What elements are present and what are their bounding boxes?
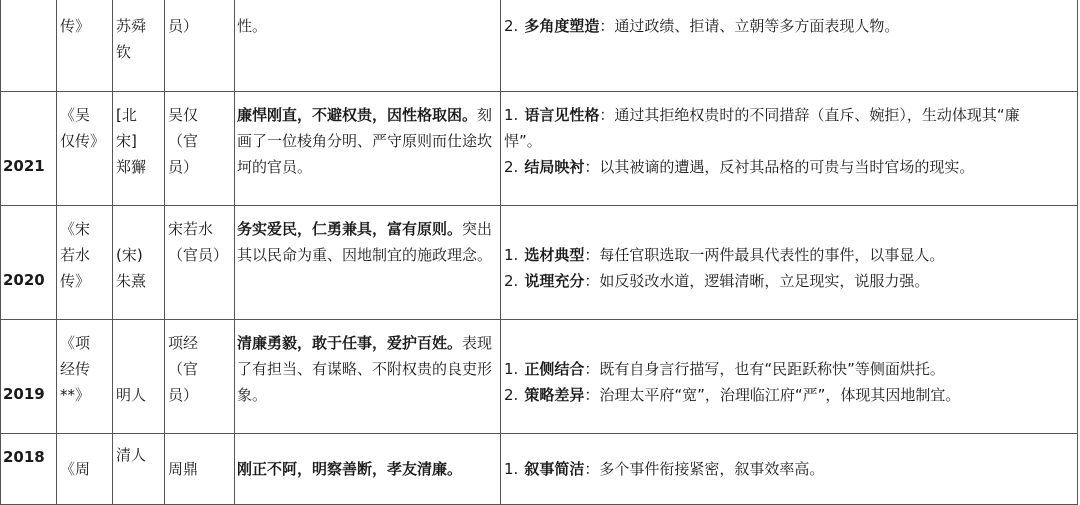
author-cell bbox=[113, 434, 165, 505]
art-cell bbox=[501, 206, 1078, 320]
theme-summary: 刚正不阿，明察善断，孝友清廉。 bbox=[237, 460, 463, 478]
subject-role: 员） bbox=[168, 17, 199, 35]
item-text: ：治理太平府“宽”，治理临江府“严”，体现其因地制宜。 bbox=[584, 386, 961, 404]
role-cell bbox=[165, 434, 235, 505]
list-item bbox=[501, 382, 1077, 408]
work-title: 《周 bbox=[60, 460, 91, 478]
theme-description bbox=[235, 206, 500, 268]
work-title: 《吴仅传》 bbox=[60, 106, 106, 150]
item-number: 1. bbox=[504, 246, 519, 264]
year-cell bbox=[1, 434, 57, 505]
list-item bbox=[501, 242, 1077, 268]
item-number: 2. bbox=[504, 158, 519, 176]
theme-summary: 清廉勇毅，敢于任事，爱护百姓。 bbox=[237, 334, 463, 352]
item-number: 1. bbox=[504, 460, 519, 478]
item-heading: 正侧结合 bbox=[524, 360, 585, 378]
work-title: 《项经传**》 bbox=[60, 334, 91, 404]
theme-text: 突出其以民命为重、因地制宜的施政理念。 bbox=[237, 220, 493, 264]
year-cell bbox=[1, 320, 57, 434]
author-name: 苏舜钦 bbox=[116, 17, 147, 61]
subject-role: 宋若水（官员） bbox=[168, 220, 229, 264]
subject-role: 项经（官员） bbox=[168, 334, 199, 404]
item-heading: 选材典型 bbox=[524, 246, 585, 264]
theme-description bbox=[235, 92, 500, 180]
work-title: 《宋若水传》 bbox=[60, 220, 91, 290]
table-row bbox=[1, 320, 1078, 434]
role-cell bbox=[165, 320, 235, 434]
year-cell bbox=[1, 92, 57, 206]
role-cell bbox=[165, 0, 235, 92]
list-item bbox=[501, 102, 1077, 128]
table-row bbox=[1, 0, 1078, 92]
item-number: 1. bbox=[504, 106, 519, 124]
item-number: 2. bbox=[504, 386, 519, 404]
theme-text: 表现了有担当、有谋略、不附权贵的良吏形象。 bbox=[237, 334, 493, 404]
list-item bbox=[501, 154, 1077, 180]
year-cell bbox=[1, 206, 57, 320]
item-number: 2. bbox=[504, 272, 519, 290]
item-text: ：如反驳改水道，逻辑清晰，立足现实，说服力强。 bbox=[584, 272, 930, 290]
item-heading: 语言见性格 bbox=[524, 106, 600, 124]
item-text: ：通过政绩、拒请、立朝等多方面表现人物。 bbox=[599, 17, 900, 35]
work-title: 传》 bbox=[60, 17, 91, 35]
title-cell bbox=[57, 0, 113, 92]
list-item-continued bbox=[501, 128, 1077, 154]
item-heading: 说理充分 bbox=[524, 272, 585, 290]
year-cell bbox=[1, 0, 57, 92]
year-label: 2021 bbox=[3, 157, 45, 175]
theme-cell bbox=[235, 434, 501, 505]
author-name: 清人 bbox=[116, 446, 147, 464]
theme-text: 性。 bbox=[237, 17, 268, 35]
subject-role: 吴仅（官员） bbox=[168, 106, 199, 176]
art-cell bbox=[501, 92, 1078, 206]
subject-role: 周鼎 bbox=[168, 460, 199, 478]
author-cell bbox=[113, 92, 165, 206]
theme-cell bbox=[235, 0, 501, 92]
art-cell bbox=[501, 0, 1078, 92]
author-name: 明人 bbox=[116, 386, 147, 404]
author-name: [北宋] 郑獬 bbox=[116, 106, 147, 176]
item-number: 1. bbox=[504, 360, 519, 378]
author-cell bbox=[113, 206, 165, 320]
list-item bbox=[501, 268, 1077, 294]
theme-cell bbox=[235, 206, 501, 320]
theme-summary: 廉悍刚直，不避权贵，因性格取困。 bbox=[237, 106, 478, 124]
theme-summary: 务实爱民，仁勇兼具，富有原则。 bbox=[237, 220, 463, 238]
year-label: 2019 bbox=[3, 385, 45, 403]
list-item bbox=[501, 0, 1077, 39]
author-name: (宋) 朱熹 bbox=[116, 246, 147, 290]
item-text: ：以其被谪的遭遇，反衬其品格的可贵与当时官场的现实。 bbox=[584, 158, 975, 176]
list-item bbox=[501, 456, 1077, 482]
item-heading: 多角度塑造 bbox=[524, 17, 600, 35]
table-row bbox=[1, 206, 1078, 320]
item-heading: 结局映衬 bbox=[524, 158, 585, 176]
title-cell bbox=[57, 92, 113, 206]
theme-text: 刻画了一位棱角分明、严守原则而仕途坎坷的官员。 bbox=[237, 106, 493, 176]
table-row bbox=[1, 92, 1078, 206]
theme-cell bbox=[235, 320, 501, 434]
item-number: 2. bbox=[504, 17, 519, 35]
author-cell bbox=[113, 0, 165, 92]
art-cell bbox=[501, 434, 1078, 505]
table-row bbox=[1, 434, 1078, 505]
year-label: 2020 bbox=[3, 271, 45, 289]
theme-description bbox=[235, 320, 500, 408]
art-cell bbox=[501, 320, 1078, 434]
theme-cell bbox=[235, 92, 501, 206]
theme-description bbox=[235, 434, 500, 482]
item-text: ：既有自身言行描写，也有“民距跃称快”等侧面烘托。 bbox=[584, 360, 945, 378]
item-text: ：每任官职选取一两件最具代表性的事件，以事显人。 bbox=[584, 246, 945, 264]
title-cell bbox=[57, 206, 113, 320]
item-heading: 策略差异 bbox=[524, 386, 585, 404]
role-cell bbox=[165, 206, 235, 320]
item-text: 悍”。 bbox=[504, 132, 542, 150]
title-cell bbox=[57, 320, 113, 434]
item-heading: 叙事简洁 bbox=[524, 460, 585, 478]
item-text: ：多个事件衔接紧密，叙事效率高。 bbox=[584, 460, 825, 478]
list-item bbox=[501, 356, 1077, 382]
item-text: ：通过其拒绝权贵时的不同措辞（直斥、婉拒），生动体现其“廉 bbox=[599, 106, 1020, 124]
role-cell bbox=[165, 92, 235, 206]
title-cell bbox=[57, 434, 113, 505]
author-cell bbox=[113, 320, 165, 434]
year-label: 2018 bbox=[3, 448, 45, 466]
